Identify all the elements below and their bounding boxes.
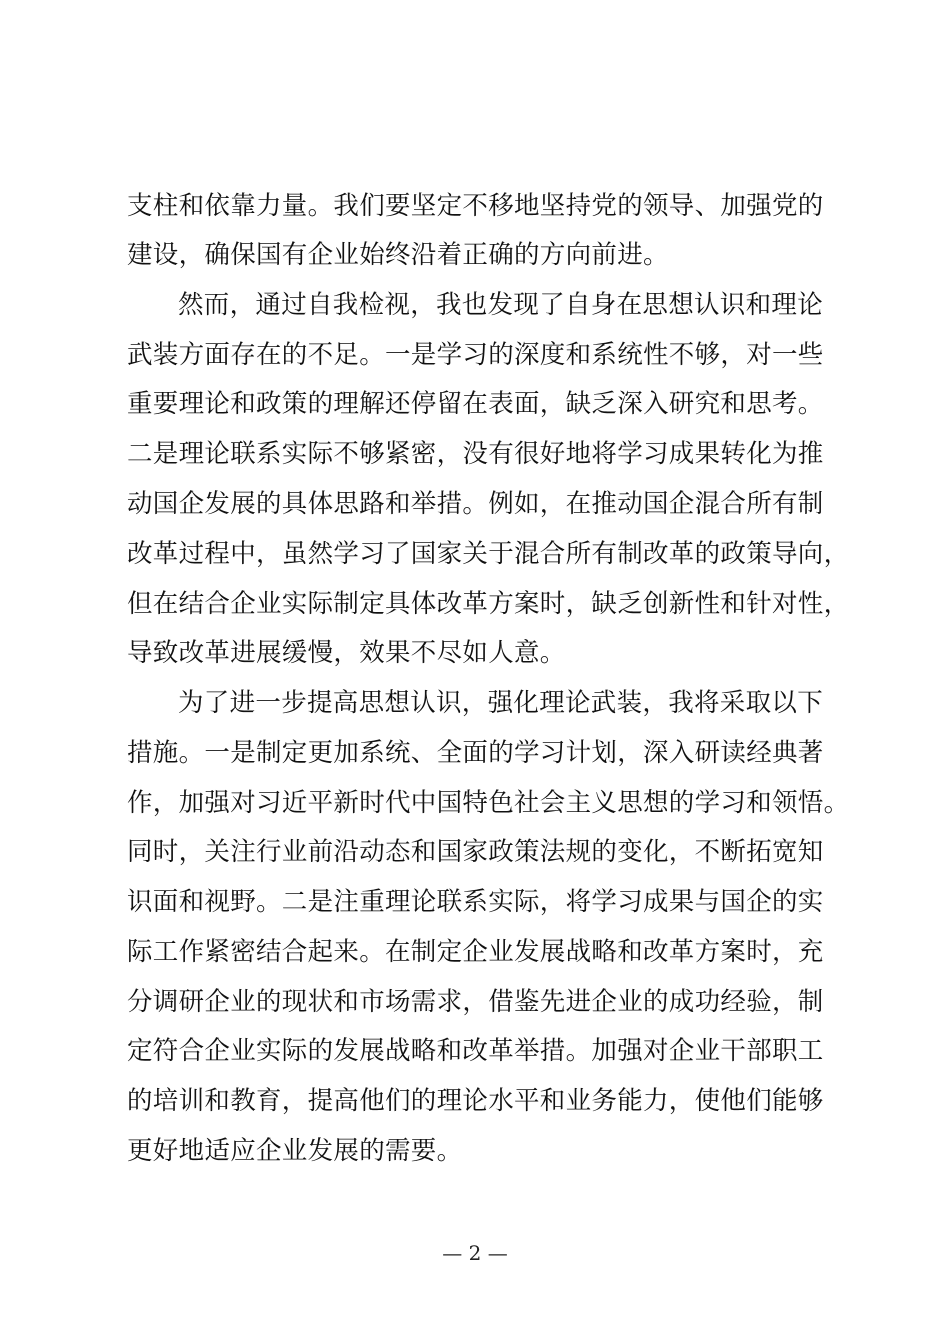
paragraph-2-line-8: 导致改革进展缓慢，效果不尽如人意。 [127, 638, 566, 668]
paragraph-1-line-1: 支柱和依靠力量。我们要坚定不移地坚持党的领导、加强党的 [127, 191, 824, 221]
paragraph-3-line-6: 际工作紧密结合起来。在制定企业发展战略和改革方案时，充 [127, 937, 824, 967]
paragraph-3-line-7: 分调研企业的现状和市场需求，借鉴先进企业的成功经验，制 [127, 987, 824, 1017]
paragraph-3-line-4: 同时，关注行业前沿动态和国家政策法规的变化，不断拓宽知 [127, 837, 824, 867]
page-number: — 2 — [442, 1241, 508, 1265]
paragraph-3-line-8: 定符合企业实际的发展战略和改革举措。加强对企业干部职工 [127, 1036, 824, 1066]
paragraph-3-line-3: 作，加强对习近平新时代中国特色社会主义思想的学习和领悟。 [127, 788, 850, 818]
paragraph-2-line-1: 然而，通过自我检视，我也发现了自身在思想认识和理论 [178, 290, 824, 320]
paragraph-3-line-9: 的培训和教育，提高他们的理论水平和业务能力，使他们能够 [127, 1086, 824, 1116]
paragraph-2-line-5: 动国企发展的具体思路和举措。例如，在推动国企混合所有制 [127, 489, 824, 519]
paragraph-1-line-2: 建设，确保国有企业始终沿着正确的方向前进。 [127, 240, 669, 270]
paragraph-3-line-2: 措施。一是制定更加系统、全面的学习计划，深入研读经典著 [127, 738, 824, 768]
paragraph-2-line-6: 改革过程中，虽然学习了国家关于混合所有制改革的政策导向， [127, 539, 850, 569]
paragraph-3-line-1: 为了进一步提高思想认识，强化理论武装，我将采取以下 [178, 688, 824, 718]
paragraph-2-line-2: 武装方面存在的不足。一是学习的深度和系统性不够，对一些 [127, 340, 824, 370]
paragraph-2-line-3: 重要理论和政策的理解还停留在表面，缺乏深入研究和思考。 [127, 389, 824, 419]
paragraph-2-line-4: 二是理论联系实际不够紧密，没有很好地将学习成果转化为推 [127, 439, 824, 469]
paragraph-2-line-7: 但在结合企业实际制定具体改革方案时，缺乏创新性和针对性， [127, 589, 850, 619]
paragraph-3-line-10: 更好地适应企业发展的需要。 [127, 1136, 463, 1166]
paragraph-3-line-5: 识面和视野。二是注重理论联系实际，将学习成果与国企的实 [127, 887, 824, 917]
